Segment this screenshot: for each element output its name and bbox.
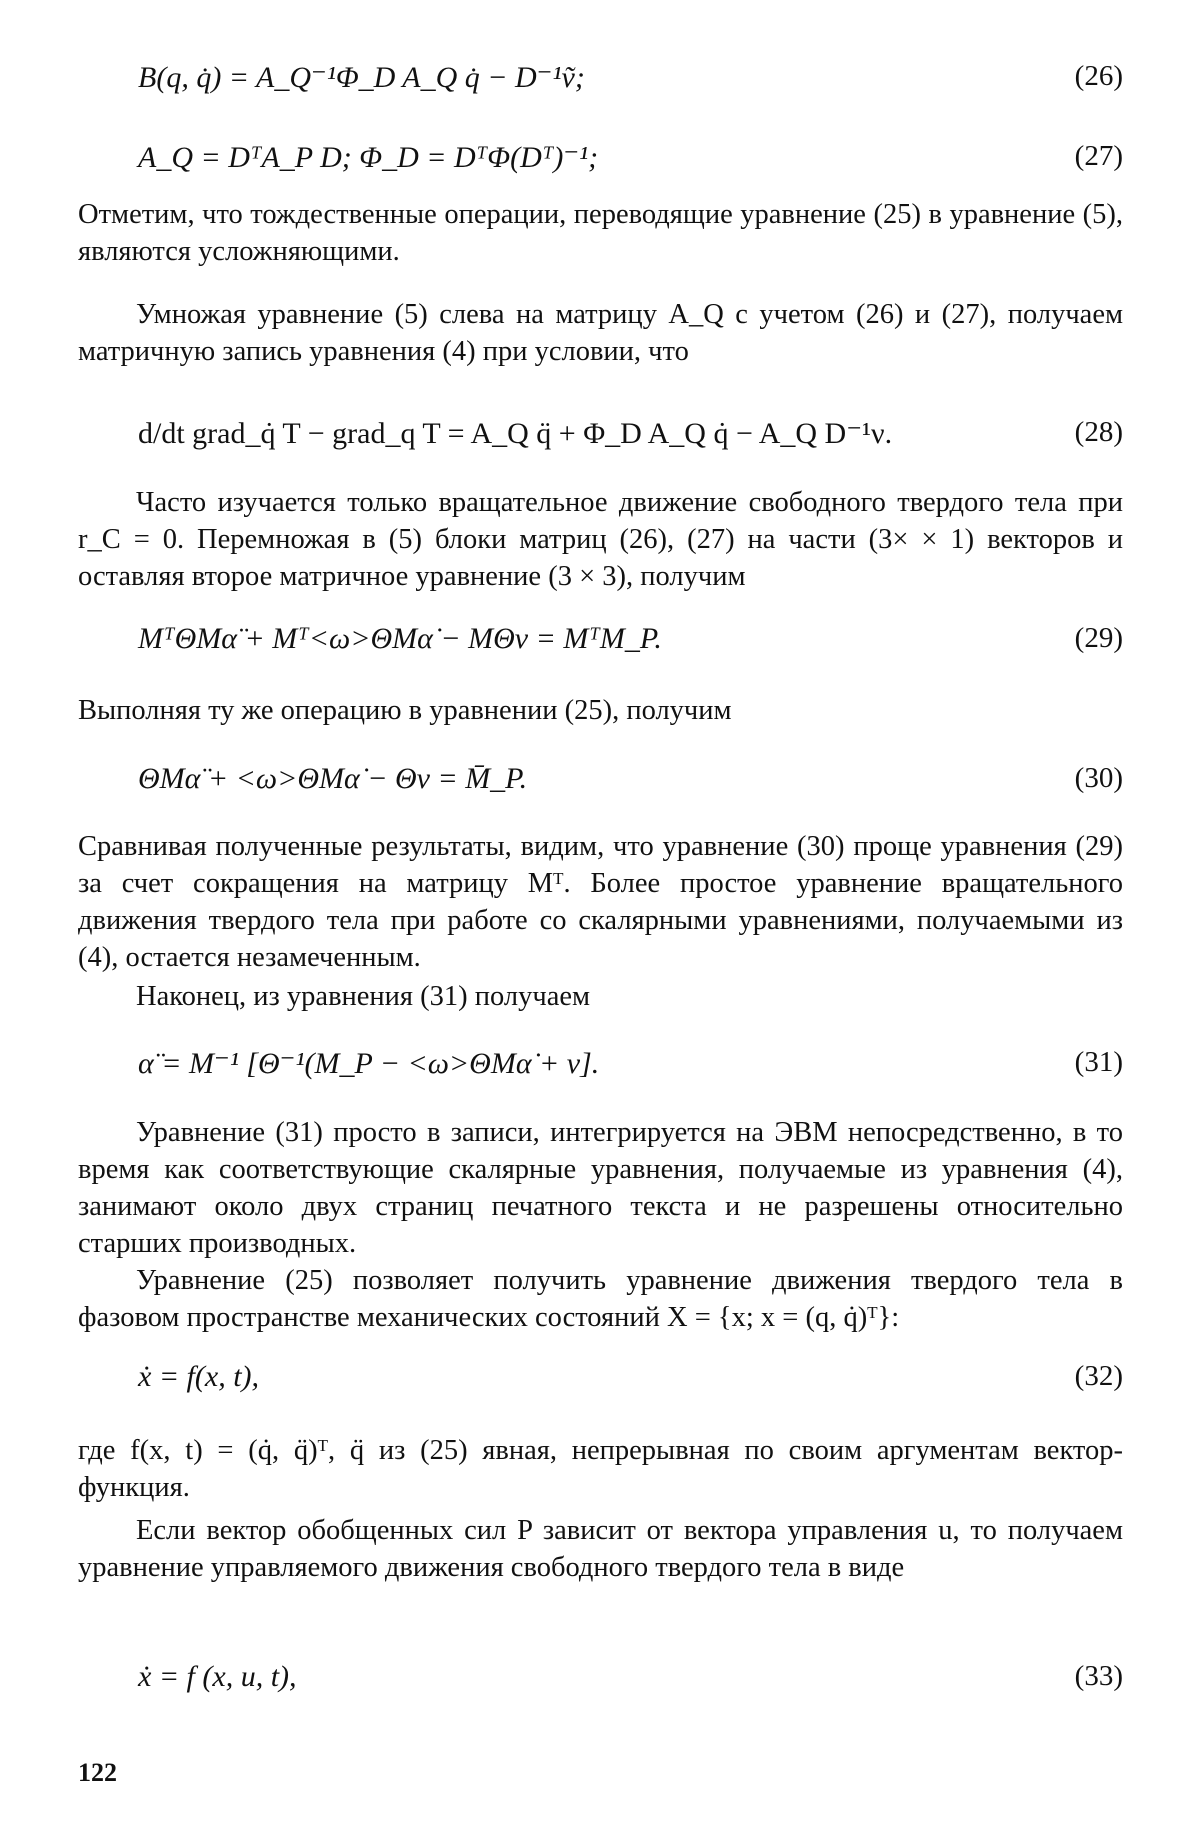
equation-number: (29) (1074, 622, 1123, 654)
equation-formula: d/dt grad_q̇ T − grad_q T = A_Q q̈ + Φ_D A_Q q̇ − A_Q D⁻¹ν. (138, 417, 893, 450)
equation-27 (78, 140, 1123, 184)
equation-number: (28) (1074, 416, 1123, 448)
page-number: 122 (78, 1758, 117, 1787)
equation-formula: ẋ = f (x, u, t), (138, 1660, 297, 1693)
equation-number: (33) (1074, 1660, 1123, 1692)
paragraph-4: Выполняя ту же операцию в уравнении (25), получим (78, 695, 732, 726)
equation-number: (32) (1074, 1360, 1123, 1392)
paragraph-3: Часто изучается только вращательное движение свободного твердого тела при r_C = 0. Перемножая в (5) блоки матриц (26), (27) на части (3× × 1) векторов и оставляя второе матричное уравнение (3 × 3), получим (78, 487, 1123, 592)
book-page (78, 0, 1123, 1847)
equation-26 (78, 60, 1123, 104)
equation-number: (30) (1074, 762, 1123, 794)
equation-number: (26) (1074, 60, 1123, 92)
equation-28 (78, 416, 1123, 460)
paragraph-10: Если вектор обобщенных сил P зависит от вектора управления u, то получаем уравнение управляемого движения свободного твердого тела в виде (78, 1515, 1123, 1583)
paragraph-9: где f(x, t) = (q̇, q̈)ᵀ, q̈ из (25) явная, непрерывная по своим аргументам вектор-функция. (78, 1435, 1123, 1503)
paragraph-7: Уравнение (31) просто в записи, интегрируется на ЭВМ непосредственно, в то время как соответствующие скалярные уравнения, получаемые из уравнения (4), занимают около двух страниц печатного текста и не разрешены относительно старших производных. (78, 1117, 1123, 1259)
paragraph-5: Сравнивая полученные результаты, видим, что уравнение (30) проще уравнения (29) за счет сокращения на матрицу Mᵀ. Более простое уравнение вращательного движения твердого тела при работе со скалярными уравнениями, получаемыми из (4), остается незамеченным. (78, 831, 1123, 973)
equation-33 (78, 1660, 1123, 1704)
paragraph-6: Наконец, из уравнения (31) получаем (136, 981, 591, 1012)
equation-31 (78, 1046, 1123, 1090)
paragraph-2: Умножая уравнение (5) слева на матрицу A_Q с учетом (26) и (27), получаем матричную запись уравнения (4) при условии, что (78, 299, 1123, 367)
equation-formula: A_Q = DᵀA_P D; Φ_D = DᵀΦ(Dᵀ)⁻¹; (138, 141, 599, 174)
equation-number: (31) (1074, 1046, 1123, 1078)
equation-formula: ẋ = f(x, t), (138, 1360, 260, 1393)
equation-29 (78, 622, 1123, 666)
equation-30 (78, 762, 1123, 806)
equation-number: (27) (1074, 140, 1123, 172)
equation-formula: B(q, q̇) = A_Q⁻¹Φ_D A_Q q̇ − D⁻¹ṽ; (138, 61, 585, 94)
paragraph-1: Отметим, что тождественные операции, переводящие уравнение (25) в уравнение (5), являются усложняющими. (78, 199, 1123, 267)
equation-32 (78, 1360, 1123, 1404)
equation-formula: ΘMα̈ + <ω>ΘMα̇ − Θν = M̄_P. (138, 762, 528, 795)
paragraph-8: Уравнение (25) позволяет получить уравнение движения твердого тела в фазовом пространстве механических состояний X = {x; x = (q, q̇)ᵀ}: (78, 1265, 1123, 1333)
equation-formula: MᵀΘMα̈ + Mᵀ<ω>ΘMα̇ − MΘν = MᵀM_P. (138, 622, 662, 655)
equation-formula: α̈ = M⁻¹ [Θ⁻¹(M_P − <ω>ΘMα̇ + ν]. (138, 1047, 600, 1080)
